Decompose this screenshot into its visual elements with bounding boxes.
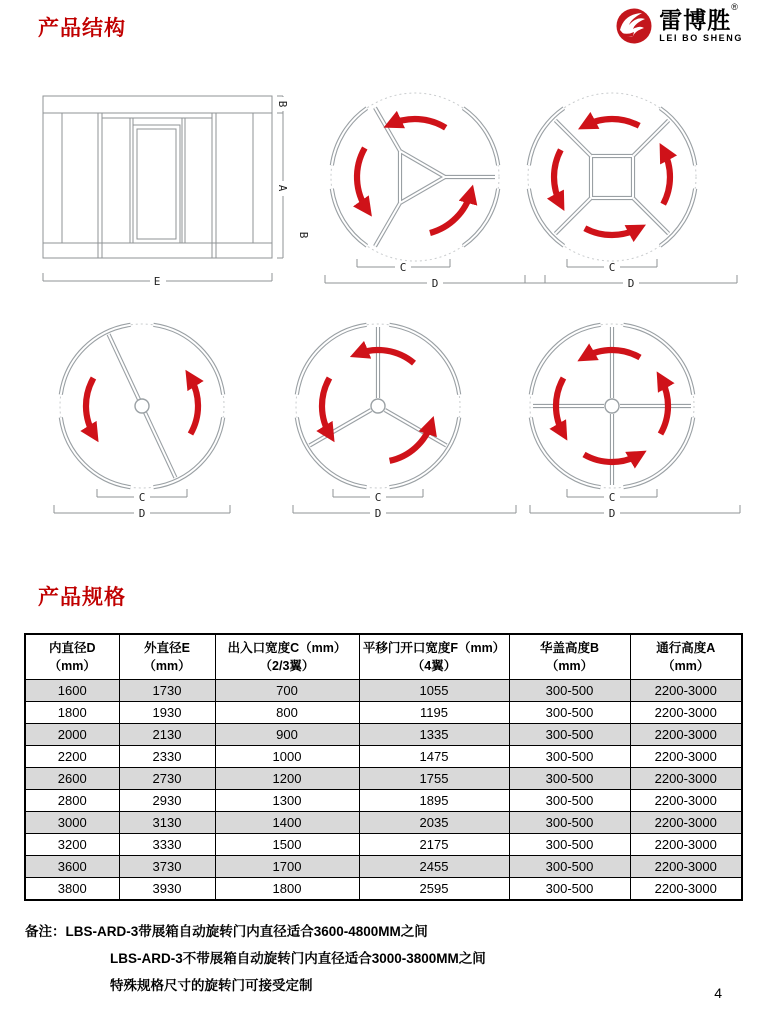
table-cell: 1195 [359, 702, 509, 724]
table-cell: 300-500 [509, 878, 630, 901]
logo-brand-text: 雷博胜 [659, 7, 732, 33]
notes-block [25, 918, 486, 999]
table-cell: 300-500 [509, 834, 630, 856]
table-cell: 2000 [25, 724, 119, 746]
table-cell: 1000 [215, 746, 359, 768]
column-header-sliding-opening-width [359, 634, 509, 680]
dim-label-C: C [608, 261, 616, 274]
table-row [25, 834, 742, 856]
logo-brand-name [659, 2, 743, 33]
curved-walls [523, 105, 701, 250]
section-title-specs: 产品规格 [38, 586, 126, 609]
column-header-canopy-height [509, 634, 630, 680]
table-cell: 1700 [215, 856, 359, 878]
table-cell: 3130 [119, 812, 215, 834]
table-cell: 300-500 [509, 812, 630, 834]
table-cell: 1800 [25, 702, 119, 724]
table-cell: 2200-3000 [630, 680, 742, 702]
table-row [25, 878, 742, 901]
header-line1: 出入口宽度C（mm） [227, 640, 347, 655]
table-cell: 3000 [25, 812, 119, 834]
table-cell: 1500 [215, 834, 359, 856]
page-number: 4 [714, 985, 722, 1001]
dim-label-D: D [627, 277, 635, 290]
header-line1: 内直径D [48, 640, 96, 655]
table-cell: 2035 [359, 812, 509, 834]
spec-table-body [25, 680, 742, 901]
column-header-outer-diameter [119, 634, 215, 680]
table-cell: 700 [215, 680, 359, 702]
section-title-structure: 产品结构 [38, 17, 126, 40]
table-cell: 2455 [359, 856, 509, 878]
header-line2: （4翼） [411, 659, 457, 673]
column-header-passage-height [630, 634, 742, 680]
header-line1: 华盖高度B [539, 640, 600, 655]
plan-dimensions [293, 489, 516, 520]
table-cell: 1895 [359, 790, 509, 812]
front-elevation-diagram [30, 85, 315, 303]
table-cell: 2200-3000 [630, 834, 742, 856]
registered-mark: ® [731, 2, 739, 12]
logo-latin-name: LEI BO SHENG [659, 33, 743, 43]
header-line1: 外直径E [144, 640, 190, 655]
dim-label-B-outer: B [297, 231, 310, 239]
table-row [25, 702, 742, 724]
dim-label-C: C [399, 261, 407, 274]
table-row [25, 768, 742, 790]
table-row [25, 746, 742, 768]
table-cell: 2600 [25, 768, 119, 790]
table-row [25, 856, 742, 878]
table-cell: 1930 [119, 702, 215, 724]
table-cell: 2595 [359, 878, 509, 901]
table-cell: 1730 [119, 680, 215, 702]
table-cell: 300-500 [509, 724, 630, 746]
header-line2: （mm） [48, 659, 96, 673]
table-cell: 2200-3000 [630, 812, 742, 834]
header-line2: （mm） [545, 659, 594, 673]
dim-label-B: B [276, 100, 289, 108]
table-cell: 300-500 [509, 746, 630, 768]
column-header-inner-diameter [25, 634, 119, 680]
dim-label-C: C [608, 491, 616, 504]
table-cell: 2200-3000 [630, 856, 742, 878]
four-wing-showcase-diagram [512, 88, 744, 300]
four-wing-diagram [518, 312, 750, 527]
header-line2: （2/3翼） [259, 659, 315, 673]
table-row [25, 724, 742, 746]
table-cell: 2800 [25, 790, 119, 812]
table-cell: 2330 [119, 746, 215, 768]
table-cell: 2200 [25, 746, 119, 768]
note-line: LBS-ARD-3不带展箱自动旋转门内直径适合3000-3800MM之间 [110, 951, 486, 966]
note-line: 特殊规格尺寸的旋转门可接受定制 [110, 978, 313, 993]
table-header-row [25, 634, 742, 680]
logo-mark-icon [614, 6, 654, 46]
table-cell: 1755 [359, 768, 509, 790]
table-cell: 1475 [359, 746, 509, 768]
table-cell: 2200-3000 [630, 702, 742, 724]
table-cell: 1600 [25, 680, 119, 702]
showcase-and-wings [375, 108, 495, 247]
table-cell: 300-500 [509, 768, 630, 790]
table-cell: 300-500 [509, 702, 630, 724]
note-line [25, 918, 486, 945]
table-cell: 1200 [215, 768, 359, 790]
two-wing-diagram [25, 312, 257, 527]
table-cell: 2200-3000 [630, 768, 742, 790]
table-cell: 3330 [119, 834, 215, 856]
notes-label: 备注： [25, 924, 66, 939]
wings [310, 327, 447, 446]
table-row [25, 680, 742, 702]
table-cell: 1400 [215, 812, 359, 834]
plan-dimensions [530, 489, 740, 520]
table-cell: 2200-3000 [630, 790, 742, 812]
dim-label-E: E [153, 275, 161, 288]
table-cell: 3930 [119, 878, 215, 901]
table-cell: 300-500 [509, 680, 630, 702]
dim-label-D: D [431, 277, 439, 290]
plan-dimensions [525, 259, 737, 290]
header-line2: （mm） [662, 659, 710, 673]
note-text: LBS-ARD-3带展箱自动旋转门内直径适合3600-4800MM之间 [65, 924, 428, 939]
table-cell: 1055 [359, 680, 509, 702]
elevation-frame [43, 96, 272, 258]
company-logo [614, 2, 743, 46]
wings [109, 334, 176, 477]
table-cell: 3600 [25, 856, 119, 878]
header-line2: （mm） [143, 659, 191, 673]
showcase-and-wings [555, 120, 668, 233]
table-cell: 900 [215, 724, 359, 746]
table-cell: 3800 [25, 878, 119, 901]
table-cell: 2200-3000 [630, 746, 742, 768]
column-header-entrance-width [215, 634, 359, 680]
table-cell: 1335 [359, 724, 509, 746]
dim-label-D: D [374, 507, 382, 520]
table-cell: 3200 [25, 834, 119, 856]
table-cell: 1800 [215, 878, 359, 901]
table-row [25, 812, 742, 834]
table-cell: 2200-3000 [630, 878, 742, 901]
table-cell: 300-500 [509, 790, 630, 812]
dim-label-D: D [608, 507, 616, 520]
header-line1: 平移门开口宽度F（mm） [362, 640, 506, 655]
three-wing-diagram [288, 312, 520, 527]
table-cell: 2175 [359, 834, 509, 856]
plan-dimensions [54, 489, 230, 520]
dim-label-C: C [374, 491, 382, 504]
table-row [25, 790, 742, 812]
table-cell: 2130 [119, 724, 215, 746]
dim-label-D: D [138, 507, 146, 520]
table-cell: 800 [215, 702, 359, 724]
table-cell: 2200-3000 [630, 724, 742, 746]
dim-label-A: A [276, 184, 289, 192]
table-cell: 1300 [215, 790, 359, 812]
header-line1: 通行高度A [656, 640, 716, 655]
table-cell: 2930 [119, 790, 215, 812]
table-cell: 2730 [119, 768, 215, 790]
table-cell: 300-500 [509, 856, 630, 878]
table-cell: 3730 [119, 856, 215, 878]
spec-table [24, 633, 743, 901]
dim-label-C: C [138, 491, 146, 504]
